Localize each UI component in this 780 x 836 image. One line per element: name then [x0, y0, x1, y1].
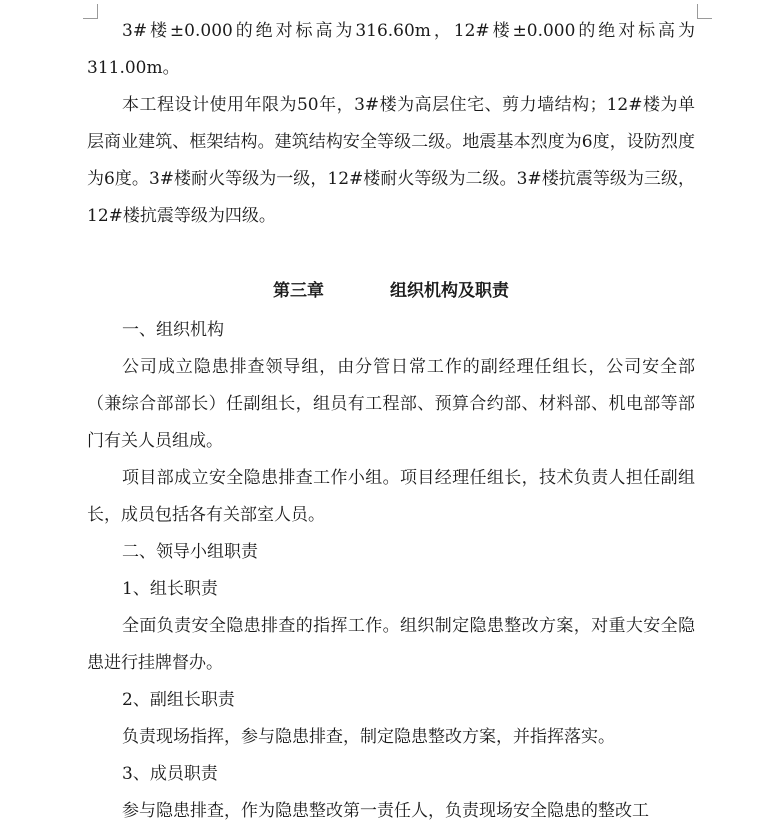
paragraph-leader-duties: 全面负责安全隐患排查的指挥工作。组织制定隐患整改方案，对重大安全隐患进行挂牌督办。 — [87, 616, 695, 673]
paragraph-member-duties: 参与隐患排查，作为隐患整改第一责任人，负责现场安全隐患的整改工 — [122, 801, 649, 821]
document-body — [87, 0, 695, 830]
paragraph-project-group: 项目部成立安全隐患排查工作小组。项目经理任组长，技术负责人担任副组长，成员包括各有关部室人员。 — [87, 468, 695, 525]
section-heading-organization: 一、组织机构 — [122, 320, 224, 340]
paragraph-design-life: 本工程设计使用年限为50年，3#楼为高层住宅、剪力墙结构；12#楼为单层商业建筑、框架结构。建筑结构安全等级二级。地震基本烈度为6度，设防烈度为6度。3#楼耐火等级为一级，12#楼耐火等级为二级。3#楼抗震等级为三级，12#楼抗震等级为四级。 — [87, 95, 695, 226]
paragraph-company-group: 公司成立隐患排查领导组，由分管日常工作的副经理任组长，公司安全部（兼综合部部长）任副组长，组员有工程部、预算合约部、材料部、机电部等部门有关人员组成。 — [87, 357, 695, 451]
section-heading-duties: 二、领导小组职责 — [122, 542, 258, 562]
chapter-number: 第三章 — [273, 281, 324, 301]
paragraph-elevation: 3#楼±0.000的绝对标高为316.60m，12#楼±0.000的绝对标高为311.00m。 — [87, 21, 695, 78]
margin-corner-mark-right — [697, 4, 712, 19]
paragraph-deputy-duties: 负责现场指挥，参与隐患排查，制定隐患整改方案，并指挥落实。 — [122, 727, 615, 747]
chapter-heading — [87, 273, 695, 310]
subheading-members: 3、成员职责 — [122, 764, 218, 784]
chapter-title: 组织机构及职责 — [390, 281, 509, 301]
subheading-deputy: 2、副组长职责 — [122, 690, 235, 710]
subheading-leader: 1、组长职责 — [122, 579, 218, 599]
